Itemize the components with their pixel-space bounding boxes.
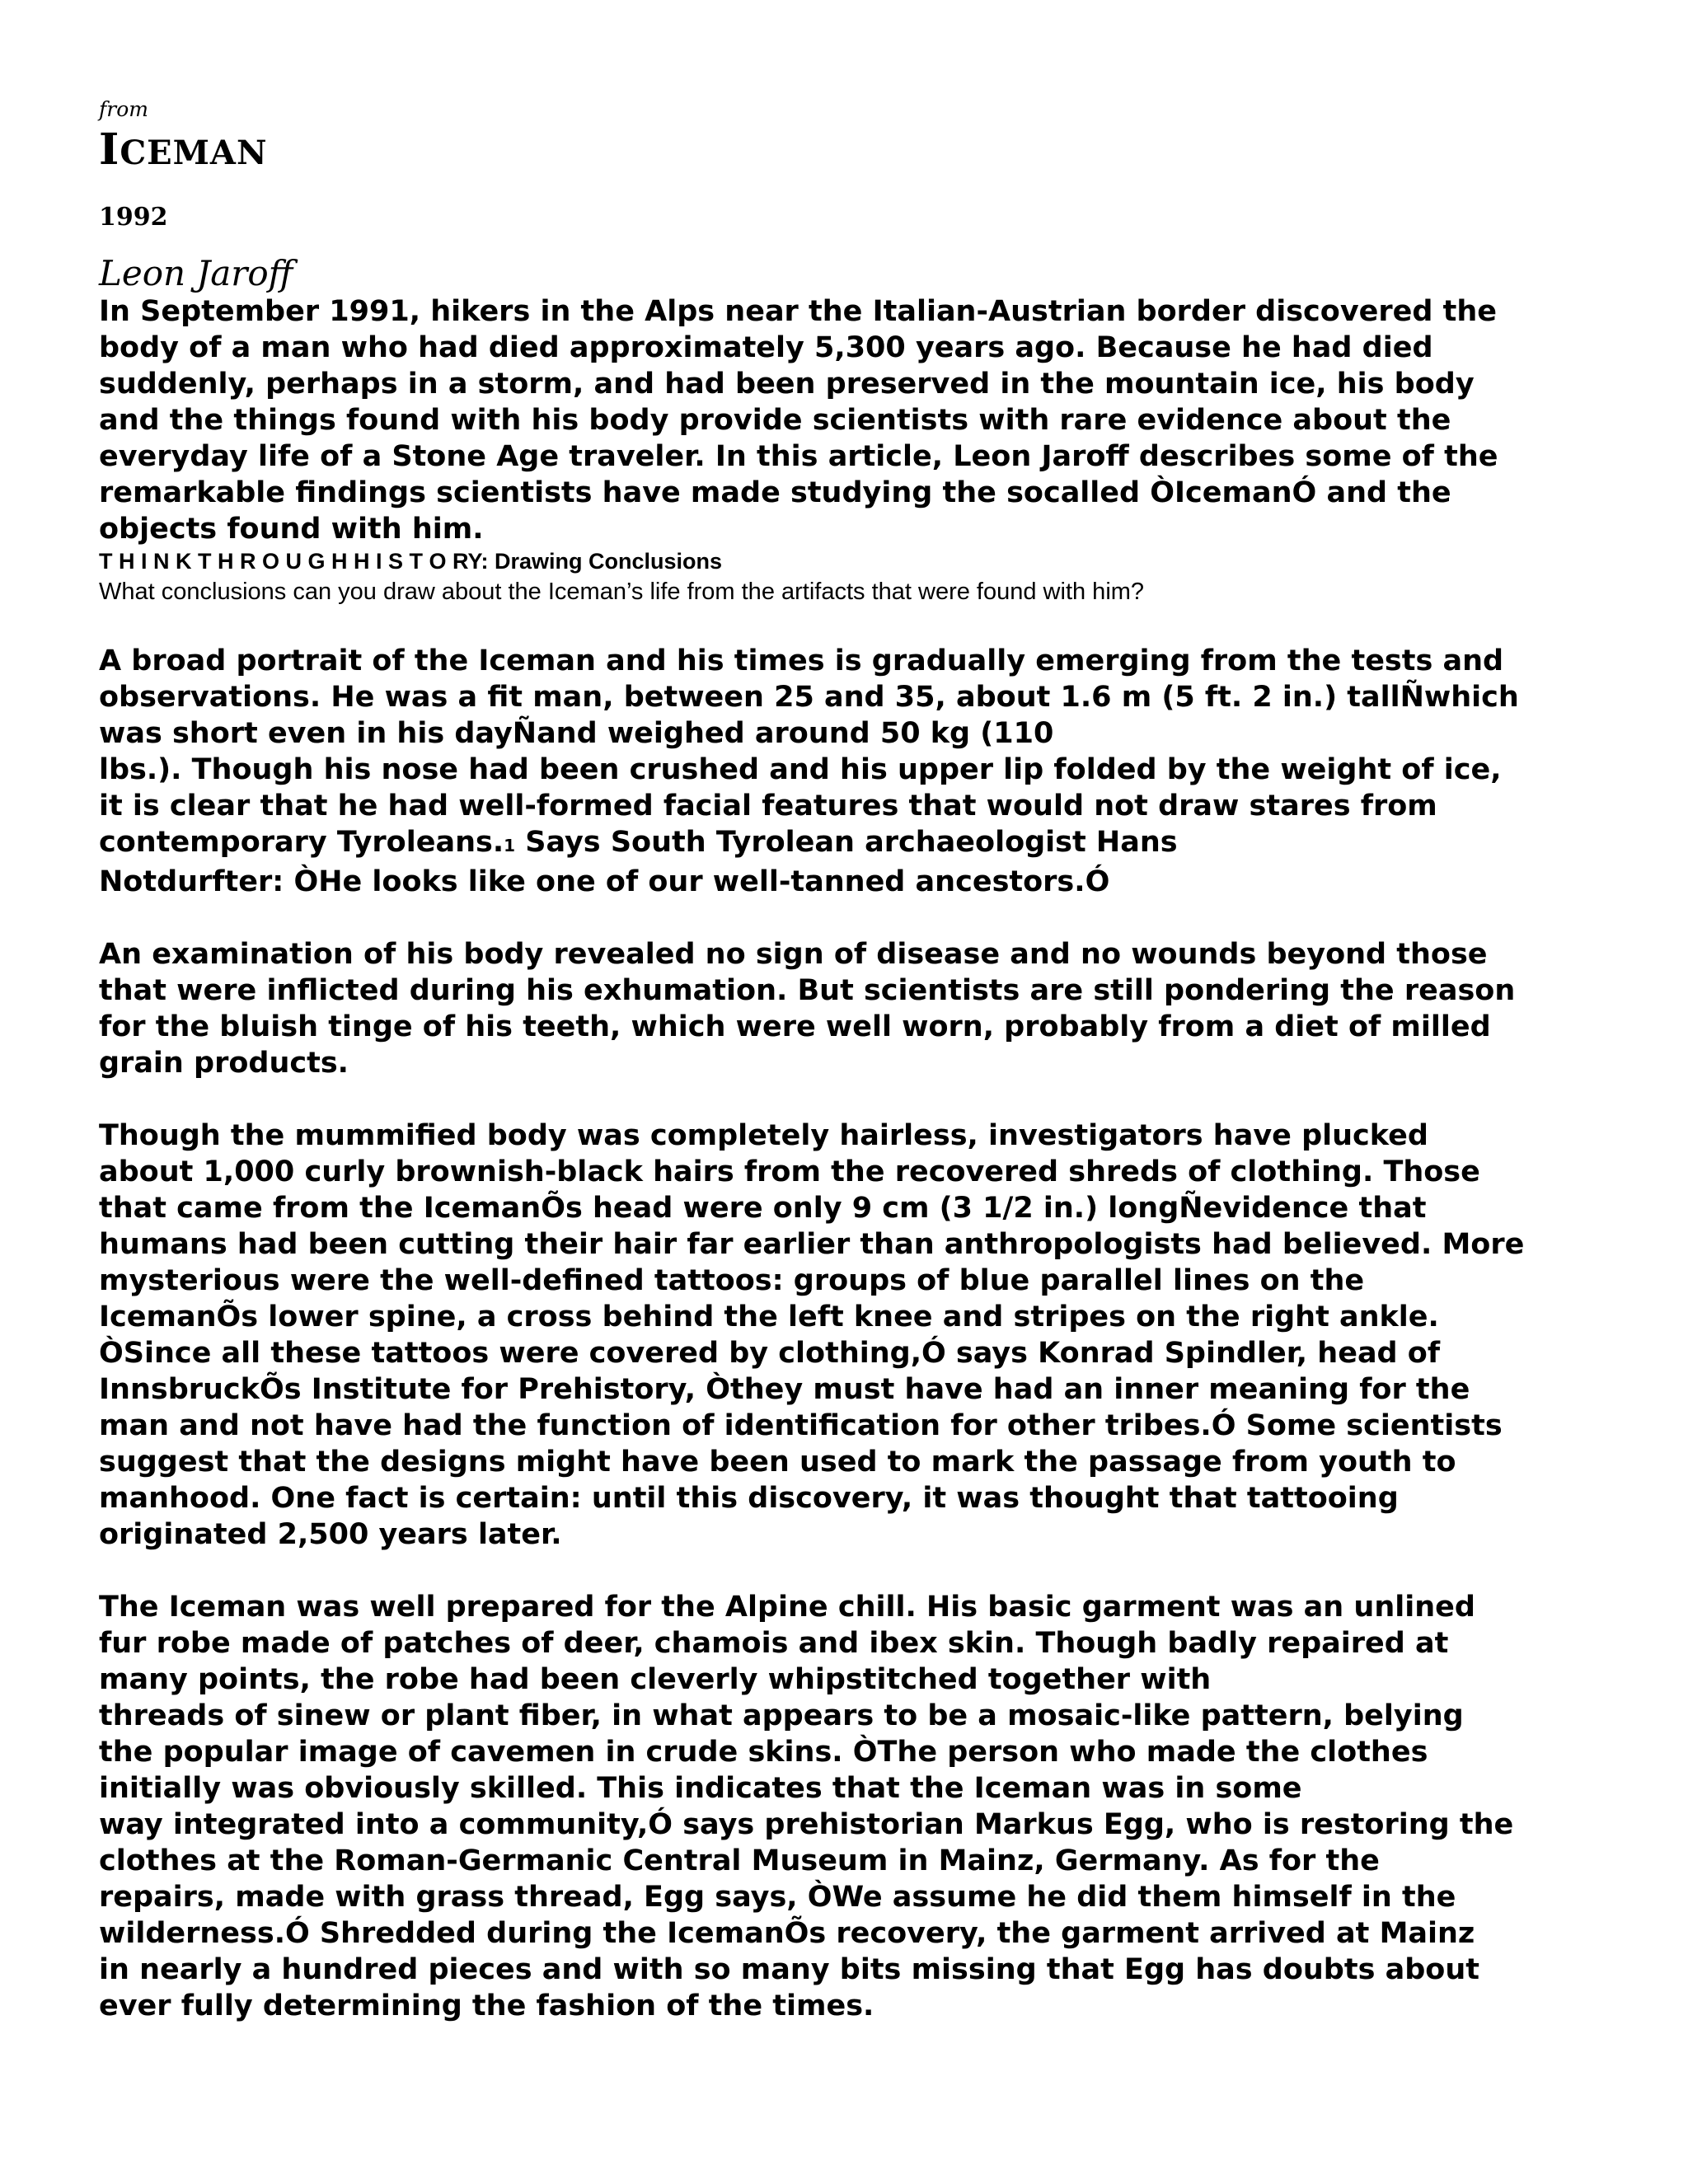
from-label: from — [99, 97, 148, 121]
footnote-marker: 1 — [504, 836, 516, 855]
body-paragraph-3: Though the mummified body was completely hairless, investigators have plucked about 1,000 curly brownish-black hairs from the recovered shreds of clothing. Those that came from the IcemanÕs head were only 9 cm (3 1/2 in.) longÑevidence that humans had been cutting their hair far earlier than anthropologists had believed. More mysterious were the well-defined tattoos: groups of blue parallel lines on the IcemanÕs lower spine, a cross behind the left knee and stripes on the right ankle. ÒSince all these tattoos were covered by clothing,Ó says Konrad Spindler, head of InnsbruckÕs Institute for Prehistory, Òthey must have had an inner meaning for the man and not have had the function of identification for other tribes.Ó Some scientists suggest that the designs might have been used to mark the passage from youth to manhood. One fact is certain: until this discovery, it was thought that tattooing originated 2,500 years later. — [99, 1119, 1525, 1551]
body-paragraph-2: An examination of his body revealed no sign of disease and no wounds beyond those that were inflicted during his exhumation. But scientists are still pondering the reason for the bluish tinge of his teeth, which were well worn, probably from a diet of milled grain products. — [99, 938, 1516, 1080]
intro-paragraph: In September 1991, hikers in the Alps near the Italian-Austrian border discovered the body of a man who had died approximately 5,300 years ago. Because he had died suddenly, perhaps in a storm, and had been preserved in the mountain ice, his body and the things found with his body provide scientists with rare evidence about the everyday life of a Stone Age traveler. In this article, Leon Jaroff describes some of the remarkable findings scientists have made studying the socalled ÒIcemanÓ and the objects found with him. — [99, 295, 1498, 546]
body-paragraph-4: The Iceman was well prepared for the Alpine chill. His basic garment was an unlined fur robe made of patches of deer, chamois and ibex skin. Though badly repaired at many points, the robe had been cleverly whipstitched together with threads of sinew or plant fiber, in what appears to be a mosaic-like pattern, belying the popular image of cavemen in crude skins. ÒThe person who made the clothes initially was obviously skilled. This indicates that the Iceman was in some way integrated into a community,Ó says prehistorian Markus Egg, who is restoring the clothes at the Roman-Germanic Central Museum in Mainz, Germany. As for the repairs, made with grass thread, Egg says, ÒWe assume he did them himself in the wilderness.Ó Shredded during the IcemanÕs recovery, the garment arrived at Mainz in nearly a hundred pieces and with so many bits missing that Egg has doubts about ever fully determining the fashion of the times. — [99, 1591, 1514, 2022]
author-name: Leon Jaroff — [99, 253, 293, 293]
publication-year: 1992 — [99, 203, 168, 232]
document-page — [99, 97, 1607, 2024]
think-through-history-label: T H I N K T H R O U G H H I S T O RY: Drawing Conclusions — [99, 549, 723, 574]
paragraph-1-text-a: A broad portrait of the Iceman and his times is gradually emerging from the tests and observations. He was a fit man, between 25 and 35, about 1.6 m (5 ft. 2 in.) tallÑwhich was short even in his dayÑand weighed around 50 kg (110 lbs.). Though his nose had been crushed and his upper lip folded by the weight of ice, it is clear that he had well-formed facial features that would not draw stares from contemporary Tyroleans. — [99, 644, 1519, 859]
article-title — [99, 125, 1607, 178]
title-initial: I — [99, 124, 120, 175]
think-through-history-question: What conclusions can you draw about the Iceman’s life from the artifacts that were found with him? — [99, 579, 1145, 605]
paragraph-1-text-b: Says South Tyrolean archaeologist Hans Notdurfter: ÒHe looks like one of our well-tanned ancestors.Ó — [99, 826, 1178, 898]
title-rest: CEMAN — [120, 134, 268, 172]
body-paragraph-1 — [99, 643, 1607, 900]
